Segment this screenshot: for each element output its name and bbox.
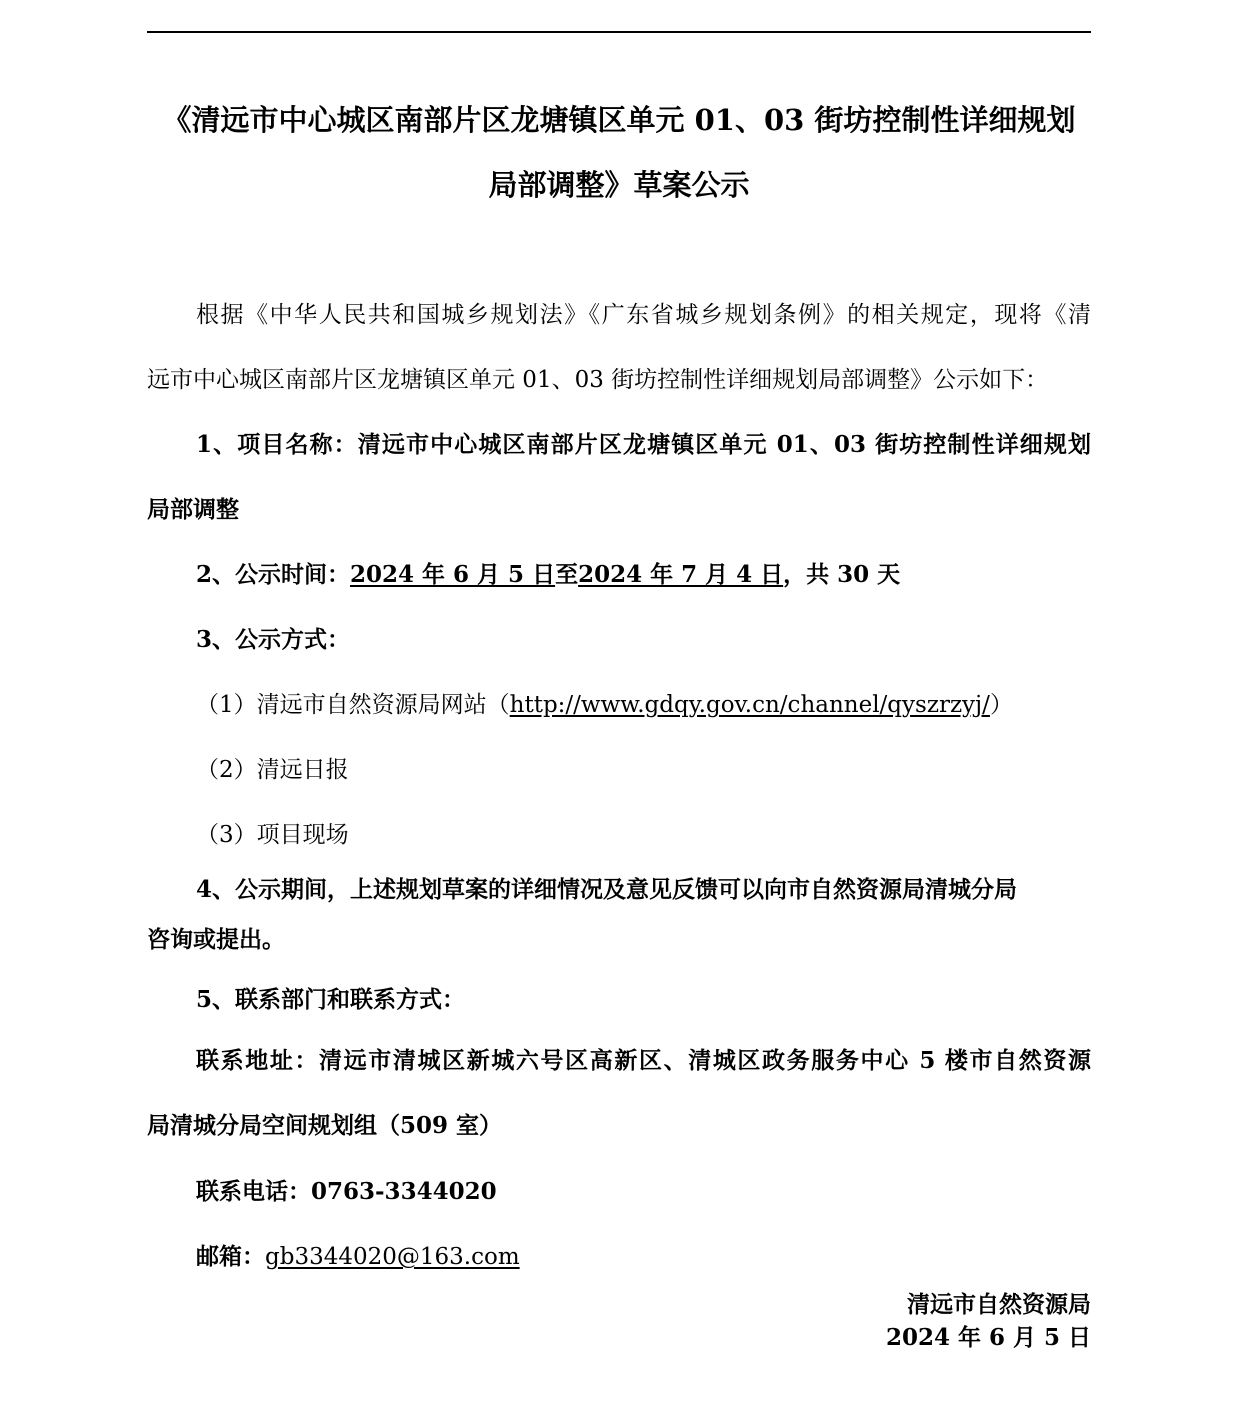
top-rule [147, 31, 1091, 33]
document-title-line-1: 《清远市中心城区南部片区龙塘镇区单元 01、03 街坊控制性详细规划 [162, 103, 1076, 137]
website-close-paren: ） [989, 692, 1013, 718]
publicity-start-date: 2024 年 6 月 5 日 [350, 561, 556, 588]
contact-address-line-2: 局清城分局空间规划组（509 室） [147, 1112, 503, 1139]
publicity-method-site: （3）项目现场 [196, 822, 349, 848]
contact-phone-number: 0763-3344020 [311, 1178, 497, 1205]
website-label: （1）清远市自然资源局网站（ [196, 692, 510, 718]
publicity-end-date: 2024 年 7 月 4 日 [578, 561, 784, 588]
contact-phone-label: 联系电话： [196, 1178, 311, 1205]
contact-section-label: 5、联系部门和联系方式： [196, 986, 466, 1013]
publicity-period-label: 2、公示时间： [196, 561, 351, 588]
contact-address-line-1: 联系地址：清远市清城区新城六号区高新区、清城区政务服务中心 5 楼市自然资源 [196, 1047, 1091, 1074]
website-link[interactable]: http://www.gdqy.gov.cn/channel/qyszrzyj/ [509, 692, 990, 718]
contact-email [196, 1239, 1091, 1275]
publicity-period [196, 557, 1091, 593]
contact-email-link[interactable]: gb3344020@163.com [265, 1244, 520, 1270]
intro-paragraph-line-1: 根据《中华人民共和国城乡规划法》《广东省城乡规划条例》的相关规定，现将《清 [196, 302, 1091, 328]
document-title-line-2: 局部调整》草案公示 [488, 168, 750, 202]
project-name-line-1: 1、项目名称：清远市中心城区南部片区龙塘镇区单元 01、03 街坊控制性详细规划 [196, 431, 1091, 458]
publicity-period-to: 至 [555, 561, 579, 588]
project-name-line-2: 局部调整 [147, 496, 239, 523]
feedback-line-2: 咨询或提出。 [147, 926, 285, 953]
publicity-duration: ，共 30 天 [783, 561, 901, 588]
contact-email-label: 邮箱： [196, 1243, 265, 1270]
intro-paragraph-line-2: 远市中心城区南部片区龙塘镇区单元 01、03 街坊控制性详细规划局部调整》公示如下： [147, 367, 1049, 393]
publicity-method-website [196, 687, 1091, 723]
contact-phone [196, 1174, 1091, 1210]
publicity-method-newspaper: （2）清远日报 [196, 757, 349, 783]
signature-organization: 清远市自然资源局 [907, 1291, 1091, 1318]
publicity-method-label: 3、公示方式： [196, 626, 351, 653]
feedback-line-1: 4、公示期间，上述规划草案的详细情况及意见反馈可以向市自然资源局清城分局 [196, 876, 1018, 903]
signature-date: 2024 年 6 月 5 日 [885, 1324, 1091, 1351]
